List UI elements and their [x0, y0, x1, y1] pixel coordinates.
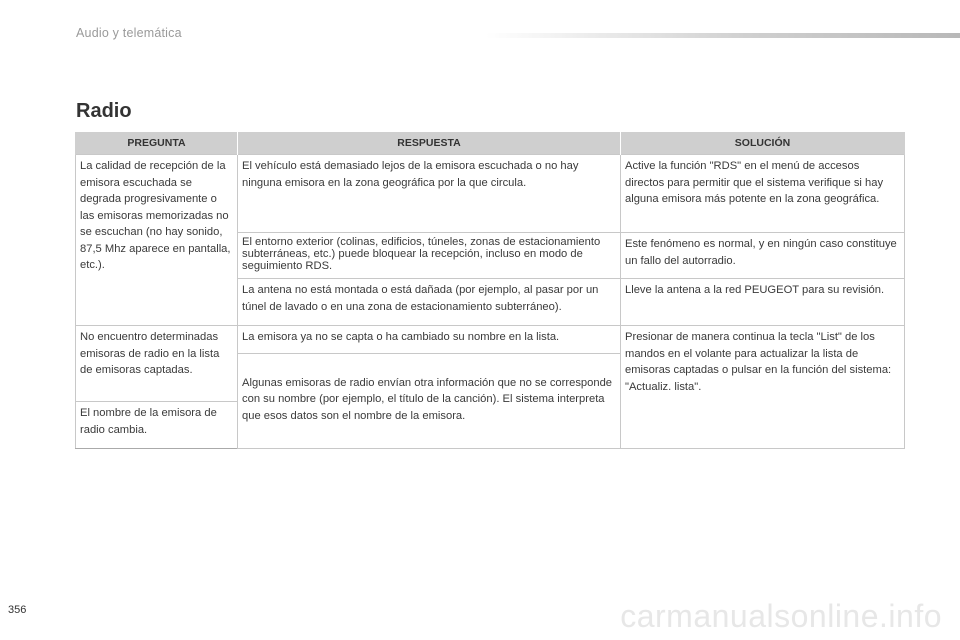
answer-cell: La antena no está montada o está dañada (por ejemplo, al pasar por un túnel de lavado o en una zona de estacionamiento subterráneo).	[238, 279, 621, 326]
column-header-solution: SOLUCIÓN	[621, 132, 905, 155]
solution-cell: Lleve la antena a la red PEUGEOT para su revisión.	[621, 279, 905, 326]
header-divider	[486, 33, 960, 38]
question-cell: La calidad de recepción de la emisora escuchada se degrada progresivamente o las emisoras memorizadas no se escuchan (no hay sonido, 87,5 Mhz aparece en pantalla, etc.).	[76, 155, 238, 326]
table-row	[76, 155, 905, 233]
page-number: 356	[8, 604, 27, 616]
column-header-answer: RESPUESTA	[238, 132, 621, 155]
solution-cell: Presionar de manera continua la tecla "List" de los mandos en el volante para actualizar la lista de emisoras captadas o pulsar en la función del sistema: "Actualiz. lista".	[621, 326, 905, 449]
answer-cell: El vehículo está demasiado lejos de la emisora escuchada o no hay ninguna emisora en la zona geográfica por la que circula.	[238, 155, 621, 233]
troubleshooting-table	[75, 132, 905, 449]
question-cell: El nombre de la emisora de radio cambia.	[76, 402, 238, 449]
table-header-row	[76, 132, 905, 155]
chapter-title: Audio y telemática	[76, 26, 182, 40]
table-row	[76, 326, 905, 354]
watermark: carmanualsonline.info	[620, 598, 942, 634]
answer-cell: La emisora ya no se capta o ha cambiado su nombre en la lista.	[238, 326, 621, 354]
answer-cell: Algunas emisoras de radio envían otra información que no se corresponde con su nombre (por ejemplo, el título de la canción). El sistema interpreta que esos datos son el nombre de la emisora.	[238, 354, 621, 449]
answer-cell: El entorno exterior (colinas, edificios, túneles, zonas de estacionamiento subterráneas, etc.) puede bloquear la recepción, incluso en modo de seguimiento RDS.	[238, 233, 621, 279]
column-header-question: PREGUNTA	[76, 132, 238, 155]
section-title: Radio	[76, 100, 132, 122]
question-cell: No encuentro determinadas emisoras de radio en la lista de emisoras captadas.	[76, 326, 238, 402]
solution-cell: Este fenómeno es normal, y en ningún caso constituye un fallo del autorradio.	[621, 233, 905, 279]
solution-cell: Active la función "RDS" en el menú de accesos directos para permitir que el sistema verifique si hay alguna emisora más potente en la zona geográfica.	[621, 155, 905, 233]
